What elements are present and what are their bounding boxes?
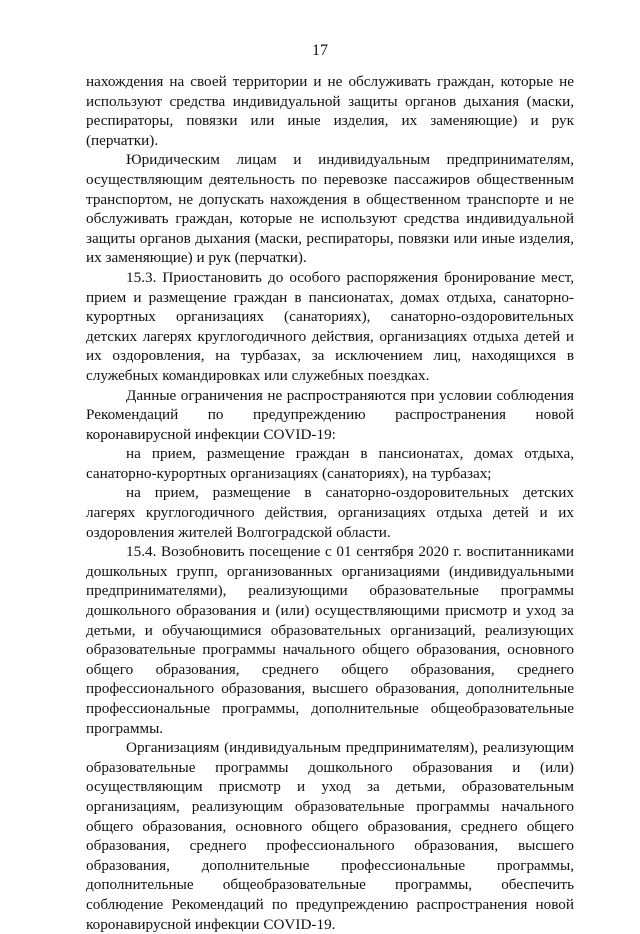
paragraph-restrictions-exception: Данные ограничения не распространяются при условии соблюдения Рекомендаций по предупреждению распространения новой коронавирусной инфекции COVID-19: — [86, 386, 574, 443]
paragraph-exception-item-1: на прием, размещение граждан в пансионатах, домах отдыха, санаторно-курортных организациях (санаториях), на турбазах; — [86, 445, 574, 482]
paragraph-exception-item-2: на прием, размещение в санаторно-оздоровительных детских лагерях круглогодичного действия, организациях отдыха детей и их оздоровления жителей Волгоградской области. — [86, 484, 574, 541]
page-number: 17 — [312, 42, 328, 59]
paragraph-education-organizations: Организациям (индивидуальным предпринимателям), реализующим образовательные программы дошкольного образования и (или) осуществляющим присмотр и уход за детьми, образовательным организациям, реализующим образовательные программы начального общего образования, основного общего образования, среднего общего образования, среднего профессионального образования, высшего образования, дополнительные профессиональные программы, дополнительные общеобразовательные программы, обеспечить соблюдение Рекомендаций по предупреждению распространения новой коронавирусной инфекции COVID-19. — [86, 739, 574, 933]
paragraph-transport-operators: Юридическим лицам и индивидуальным предпринимателям, осуществляющим деятельность по перевозке пассажиров общественным транспортом, не допускать нахождения в общественном транспорте и не обслуживать граждан, которые не используют средства индивидуальной защиты органов дыхания (маски, респираторы, повязки или иные изделия, их заменяющие) и рук (перчатки). — [86, 151, 574, 267]
paragraph-continuation: нахождения на своей территории и не обслуживать граждан, которые не используют средства индивидуальной защиты органов дыхания (маски, респираторы, повязки или иные изделия, их заменяющие) и рук (перчатки). — [86, 73, 574, 149]
document-body — [86, 72, 574, 934]
paragraph-15-3: 15.3. Приостановить до особого распоряжения бронирование мест, прием и размещение граждан в пансионатах, домах отдыха, санаторно-курортных организациях (санаториях), санаторно-оздоровительных детских лагерях круглогодичного действия, организациях отдыха детей и их оздоровления, на турбазах, за исключением лиц, находящихся в служебных командировках или служебных поездках. — [86, 268, 574, 384]
paragraph-15-4: 15.4. Возобновить посещение с 01 сентября 2020 г. воспитанниками дошкольных групп, организованных организациями (индивидуальными предпринимателями), реализующими образовательные программы дошкольного образования и (или) осуществляющими присмотр и уход за детьми, и обучающимися образовательных организаций, реализующих образовательные программы начального общего образования, основного общего образования, среднего общего образования, среднего профессионального образования, высшего образования, дополнительные профессиональные программы, дополнительные общеобразовательные программы. — [86, 543, 574, 737]
